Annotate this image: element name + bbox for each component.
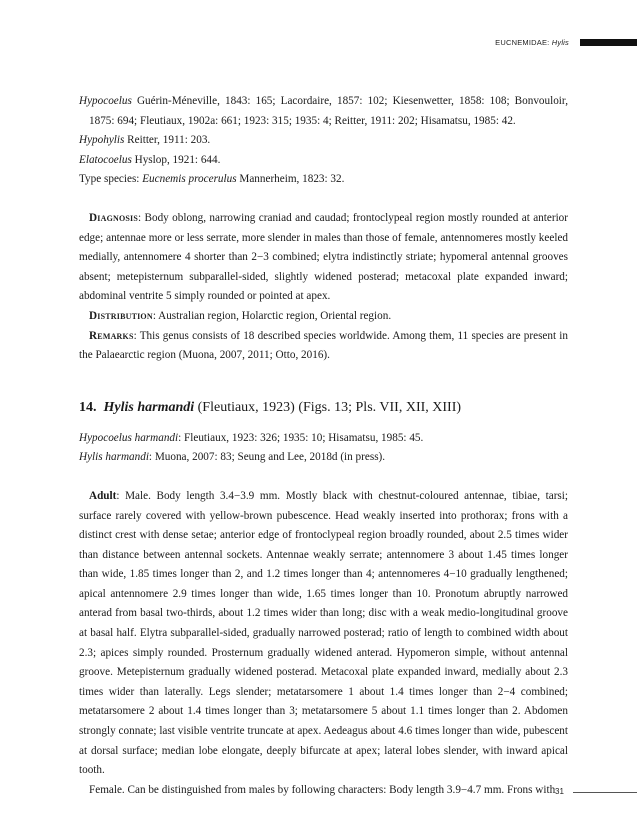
synonym-name: Hypocoelus: [79, 95, 132, 107]
synonym-citation: Reitter, 1911: 203.: [124, 134, 211, 147]
synonym-name: Hypohylis: [79, 134, 125, 147]
species-heading: [79, 398, 568, 418]
adult-label: Adult: [89, 489, 117, 502]
species-synonym-citation: : Muona, 2007: 83; Seung and Lee, 2018d (in press).: [148, 451, 386, 464]
page-body: [79, 92, 568, 800]
synonym-elatocoelus: [79, 151, 568, 171]
type-species-name: Eucnemis procerulus: [142, 173, 237, 186]
synonym-name: Elatocoelus: [79, 153, 132, 166]
female-text: Female. Can be distinguished from males by following characters: Body length 3.9−4.7 mm. Frons with: [89, 783, 556, 796]
header-genus: Hylis: [551, 38, 569, 47]
diagnosis-text: : Body oblong, narrowing craniad and caudad; frontoclypeal region mostly rounded at anterior edge; antennae more or less serrate, more slender in males than those of female, antennomeres mostly keeled medially, antennomere 4 shorter than 2−3 combined; elytra indistinctly striate; hypomeral antennal grooves absent; metepisternum subparallel-sided, slightly widened posterad; metacoxal plate expanded inward; abdominal ventrite 5 simply rounded or pointed at apex.: [79, 211, 568, 303]
species-synonym-name: Hylis harmandi: [79, 451, 149, 464]
synonym-hypohylis: [79, 131, 568, 151]
header-family: EUCNEMIDAE:: [495, 38, 550, 47]
page-footer: [0, 783, 637, 798]
remarks-label: Remarks: [89, 329, 134, 342]
species-synonym-1: [79, 429, 568, 449]
remarks-text: : This genus consists of 18 described species worldwide. Among them, 11 species are present in the Palaearctic region (Muona, 2007, 2011; Otto, 2016).: [79, 329, 568, 362]
running-header-text: [495, 38, 569, 48]
diagnosis-label: Diagnosis: [89, 211, 139, 224]
running-header: [0, 38, 637, 48]
footer-rule: [573, 792, 637, 793]
diagnosis-paragraph: [79, 209, 568, 307]
page-number: 31: [555, 787, 564, 796]
adult-description: [79, 487, 568, 781]
remarks-paragraph: [79, 327, 568, 366]
species-synonym-citation: : Fleutiaux, 1923: 326; 1935: 10; Hisamatsu, 1985: 45.: [178, 431, 424, 444]
adult-text: : Male. Body length 3.4−3.9 mm. Mostly black with chestnut-coloured antennae, tibiae, tarsi; surface rarely covered with yellow-brown pubescence. Head weakly inserted into prothorax; frons with a distinct crest with dense setae; anterior edge of frontoclypeal region broadly rounded, about 2.5 times wider than distance between antennal sockets. Antennae weakly serrate; antennomere 3 about 1.45 times longer than wide, 1.85 times longer than 2, and 1.2 times longer than 4; antennomeres 4−10 gradually lengthened; apical antennomere 2.9 times longer than wide, 1.65 times longer than 10. Pronotum abruptly narrowed anterad from basal two-thirds, about 1.2 times wider than long; disc with a weak medio-longitudinal groove at basal half. Elytra subparallel-sided, gradually narrowed posterad; ratio of length to combined width about 2.3; apices simply rounded. Prosternum gradually widened anterad. Hypomeron simple, without antennal groove. Metepisternum gradually widened posterad. Metacoxal plate expanded inward, medially about 2.3 times wider than laterally. Legs slender; metatarsomere 1 about 1.4 times longer than 2−4 combined; metatarsomere 2 about 1.4 times longer than 3; metatarsomere 5 about 1.1 times longer than 2. Abdomen strongly connate; last visible ventrite truncate at apex. Aedeagus about 4.6 times longer than wide, pubescent at dorsal surface; median lobe elongate, deeply bifurcate at apex; lateral lobes slender, with inward apical tooth.: [79, 489, 568, 777]
type-species-citation: Mannerheim, 1823: 32.: [236, 173, 345, 186]
header-bar: [580, 39, 637, 46]
synonym-hypocoelus: [79, 92, 568, 131]
species-synonym-2: [79, 448, 568, 468]
distribution-text: : Australian region, Holarctic region, Oriental region.: [152, 309, 392, 322]
synonym-citation: Hyslop, 1921: 644.: [131, 153, 221, 166]
type-species: [79, 170, 568, 190]
synonym-citation: Guérin-Méneville, 1843: 165; Lacordaire, 1857: 102; Kiesenwetter, 1858: 108; Bonvouloir, 1875: 694; Fleutiaux, 1902a: 661; 1923: 315; 1935: 4; Reitter, 1911: 202; Hisamatsu, 1985: 42.: [89, 95, 568, 127]
type-species-label: Type species:: [79, 173, 143, 186]
species-author: (Fleutiaux, 1923) (Figs. 13; Pls. VII, XII, XIII): [194, 399, 462, 415]
species-number: 14.: [79, 399, 97, 415]
distribution-label: Distribution: [89, 309, 153, 322]
distribution-paragraph: [79, 307, 568, 327]
species-synonym-name: Hypocoelus harmandi: [79, 431, 179, 444]
species-name: Hylis harmandi: [103, 399, 195, 415]
